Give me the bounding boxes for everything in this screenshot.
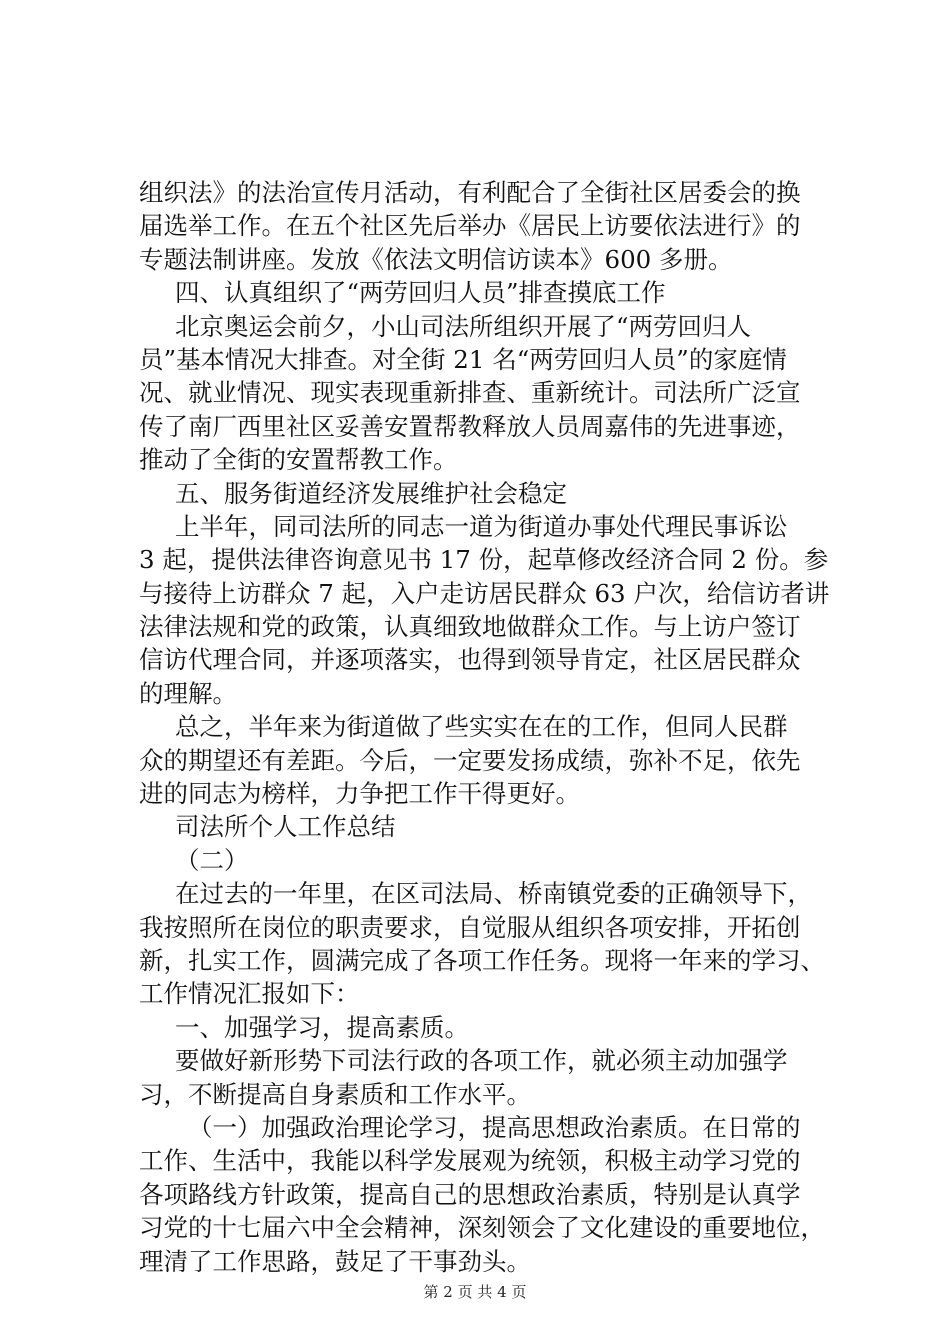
text-line: 习，不断提高自身素质和工作水平。 bbox=[139, 1079, 531, 1109]
text-line: 3 起，提供法律咨询意见书 17 份，起草修改经济合同 2 份。参 bbox=[139, 545, 829, 575]
text-line: 况、就业情况、现实表现重新排查、重新统计。司法所广泛宣 bbox=[139, 378, 801, 408]
text-line: 新，扎实工作，圆满完成了各项工作任务。现将一年来的学习、 bbox=[139, 945, 825, 975]
text-line: 推动了全街的安置帮教工作。 bbox=[139, 445, 458, 475]
document-body bbox=[139, 176, 839, 1278]
text-line: 上半年，同司法所的同志一道为街道办事处代理民事诉讼 bbox=[175, 511, 788, 541]
text-line: 与接待上访群众 7 起，入户走访居民群众 63 户次，给信访者讲 bbox=[139, 578, 830, 608]
text-line: （一）加强政治理论学习，提高思想政治素质。在日常的 bbox=[188, 1112, 801, 1142]
text-line: 信访代理合同，并逐项落实，也得到领导肯定，社区居民群众 bbox=[139, 645, 801, 675]
text-line: 理清了工作思路，鼓足了干事劲头。 bbox=[139, 1246, 531, 1276]
text-line: 组织法》的法治宣传月活动，有利配合了全街社区居委会的换 bbox=[139, 178, 801, 207]
text-line: 进的同志为榜样，力争把工作干得更好。 bbox=[139, 779, 580, 809]
text-line: 众的期望还有差距。今后，一定要发扬成绩，弥补不足，依先 bbox=[139, 745, 801, 775]
text-line: 工作、生活中，我能以科学发展观为统领，积极主动学习党的 bbox=[139, 1146, 801, 1176]
text-line: （二） bbox=[175, 845, 249, 875]
text-line: 专题法制讲座。发放《依法文明信访读本》600 多册。 bbox=[139, 244, 733, 274]
text-line: 我按照所在岗位的职责要求，自觉服从组织各项安排，开拓创 bbox=[139, 912, 801, 942]
text-line: 司法所个人工作总结 bbox=[175, 812, 396, 842]
text-line: 一、加强学习，提高素质。 bbox=[175, 1012, 469, 1042]
text-line: 员”基本情况大排查。对全街 21 名“两劳回归人员”的家庭情 bbox=[139, 344, 787, 374]
text-line: 习党的十七届六中全会精神，深刻领会了文化建设的重要地位， bbox=[139, 1213, 825, 1243]
text-line: 届选举工作。在五个社区先后举办《居民上访要依法进行》的 bbox=[139, 211, 801, 241]
text-line: 北京奥运会前夕，小山司法所组织开展了“两劳回归人 bbox=[175, 311, 752, 341]
page-footer: 第 2 页 共 4 页 bbox=[423, 1283, 527, 1301]
text-line: 各项路线方针政策，提高自己的思想政治素质，特别是认真学 bbox=[139, 1179, 801, 1209]
text-line: 要做好新形势下司法行政的各项工作，就必须主动加强学 bbox=[175, 1046, 788, 1076]
text-line: 五、服务街道经济发展维护社会稳定 bbox=[175, 478, 567, 508]
text-line: 在过去的一年里，在区司法局、桥南镇党委的正确领导下， bbox=[175, 879, 812, 909]
text-line: 四、认真组织了“两劳回归人员”排查摸底工作 bbox=[175, 278, 666, 308]
text-line: 传了南厂西里社区妥善安置帮教释放人员周嘉伟的先进事迹， bbox=[139, 411, 801, 441]
text-line: 的理解。 bbox=[139, 678, 237, 708]
text-line: 总之，半年来为街道做了些实实在在的工作，但同人民群 bbox=[175, 712, 788, 742]
text-line: 工作情况汇报如下： bbox=[139, 979, 360, 1009]
text-line: 法律法规和党的政策，认真细致地做群众工作。与上访户签订 bbox=[139, 612, 801, 642]
